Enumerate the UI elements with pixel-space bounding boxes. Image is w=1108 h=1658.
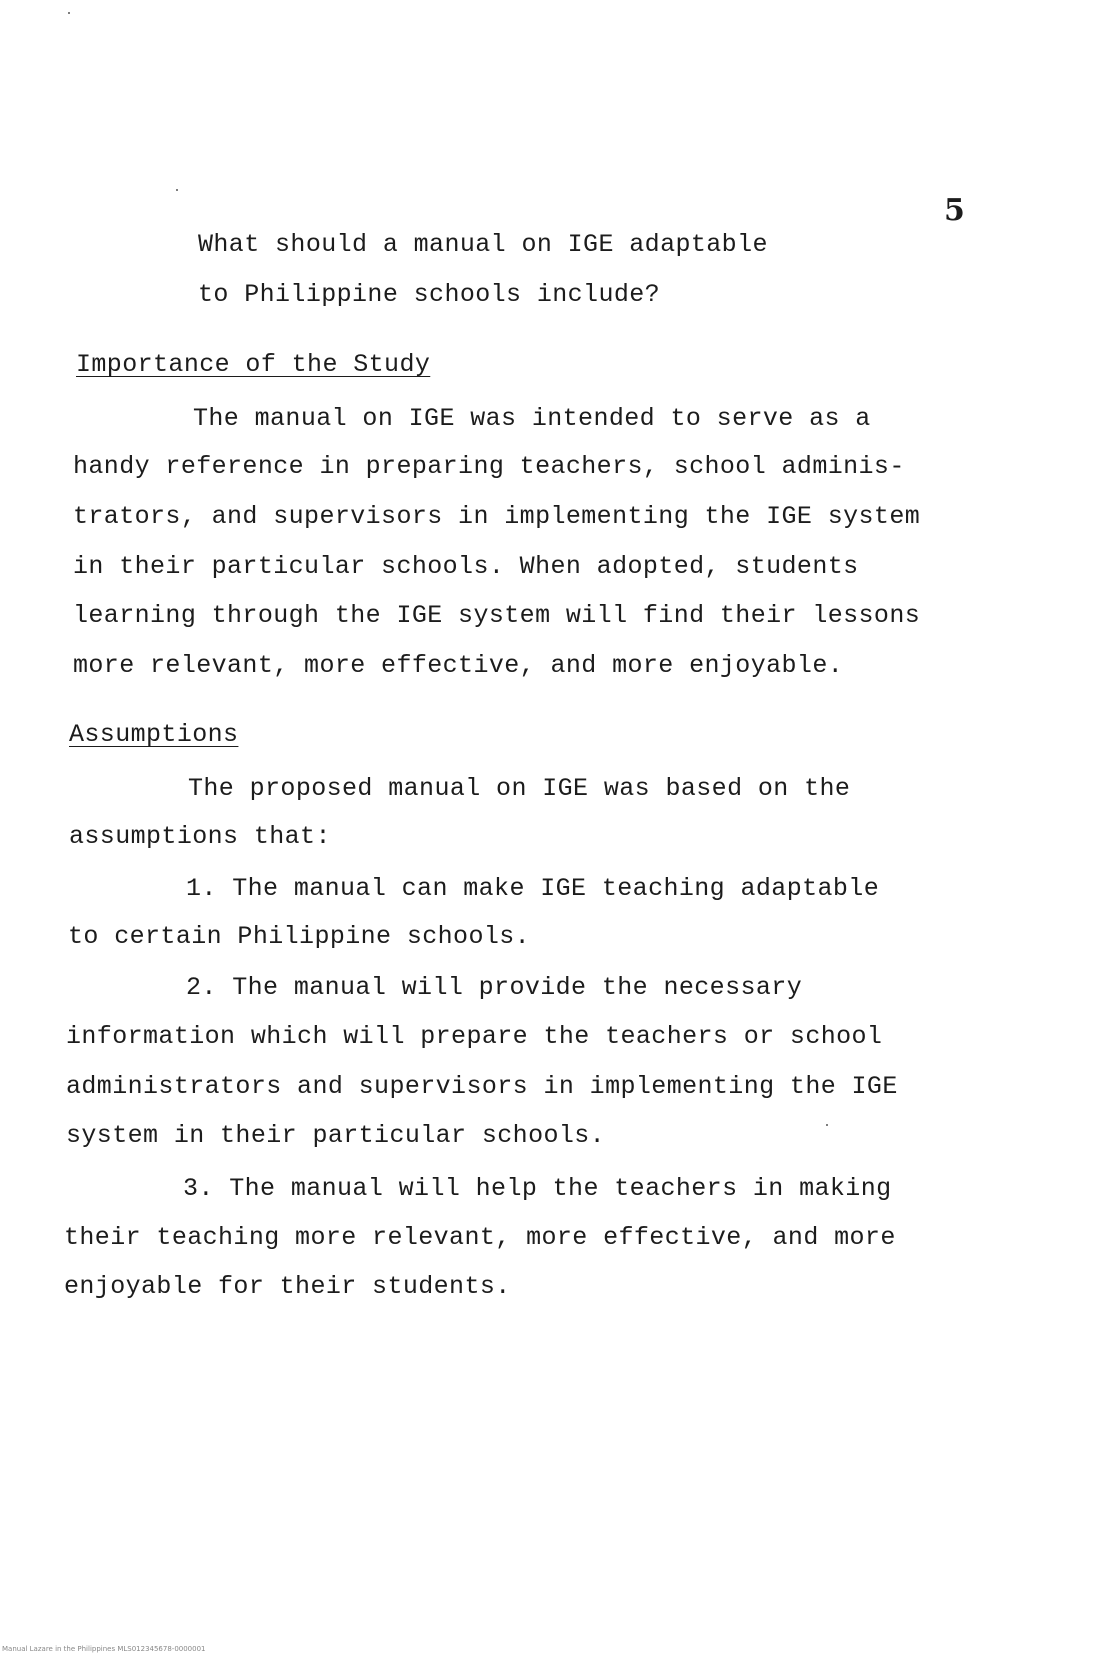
paragraph-line: The manual on IGE was intended to serve as a [193, 404, 871, 433]
section-heading-assumptions: Assumptions [69, 720, 239, 749]
assumption-item-line: system in their particular schools. [66, 1121, 606, 1150]
scan-footer: Manual Lazare in the Philippines MLS012345678-0000001 [2, 1645, 206, 1653]
paragraph-line: handy reference in preparing teachers, school adminis- [73, 452, 905, 481]
paragraph-line: more relevant, more effective, and more enjoyable. [73, 651, 844, 680]
assumption-item-line: enjoyable for their students. [64, 1272, 511, 1301]
page-number: 5 [944, 193, 965, 228]
assumption-item-line: administrators and supervisors in implementing the IGE [66, 1072, 898, 1101]
assumption-item-line: their teaching more relevant, more effective, and more [64, 1223, 896, 1252]
paragraph-line: assumptions that: [69, 822, 331, 851]
question-line: to Philippine schools include? [198, 280, 661, 309]
assumption-item-line: 1. The manual can make IGE teaching adaptable [186, 874, 880, 903]
assumption-item-line: information which will prepare the teachers or school [66, 1022, 883, 1051]
assumption-item-line: 2. The manual will provide the necessary [186, 973, 803, 1002]
assumption-item-line: 3. The manual will help the teachers in making [183, 1174, 892, 1203]
scan-speck [176, 189, 178, 191]
scan-speck [68, 12, 70, 14]
paragraph-line: in their particular schools. When adopted, students [73, 552, 859, 581]
question-line: What should a manual on IGE adaptable [198, 230, 768, 259]
paragraph-line: trators, and supervisors in implementing the IGE system [73, 502, 921, 531]
paragraph-line: learning through the IGE system will find their lessons [73, 601, 921, 630]
assumption-item-line: to certain Philippine schools. [68, 922, 531, 951]
section-heading-importance: Importance of the Study [76, 350, 431, 379]
paragraph-line: The proposed manual on IGE was based on the [188, 774, 851, 803]
scan-speck [826, 1124, 828, 1126]
